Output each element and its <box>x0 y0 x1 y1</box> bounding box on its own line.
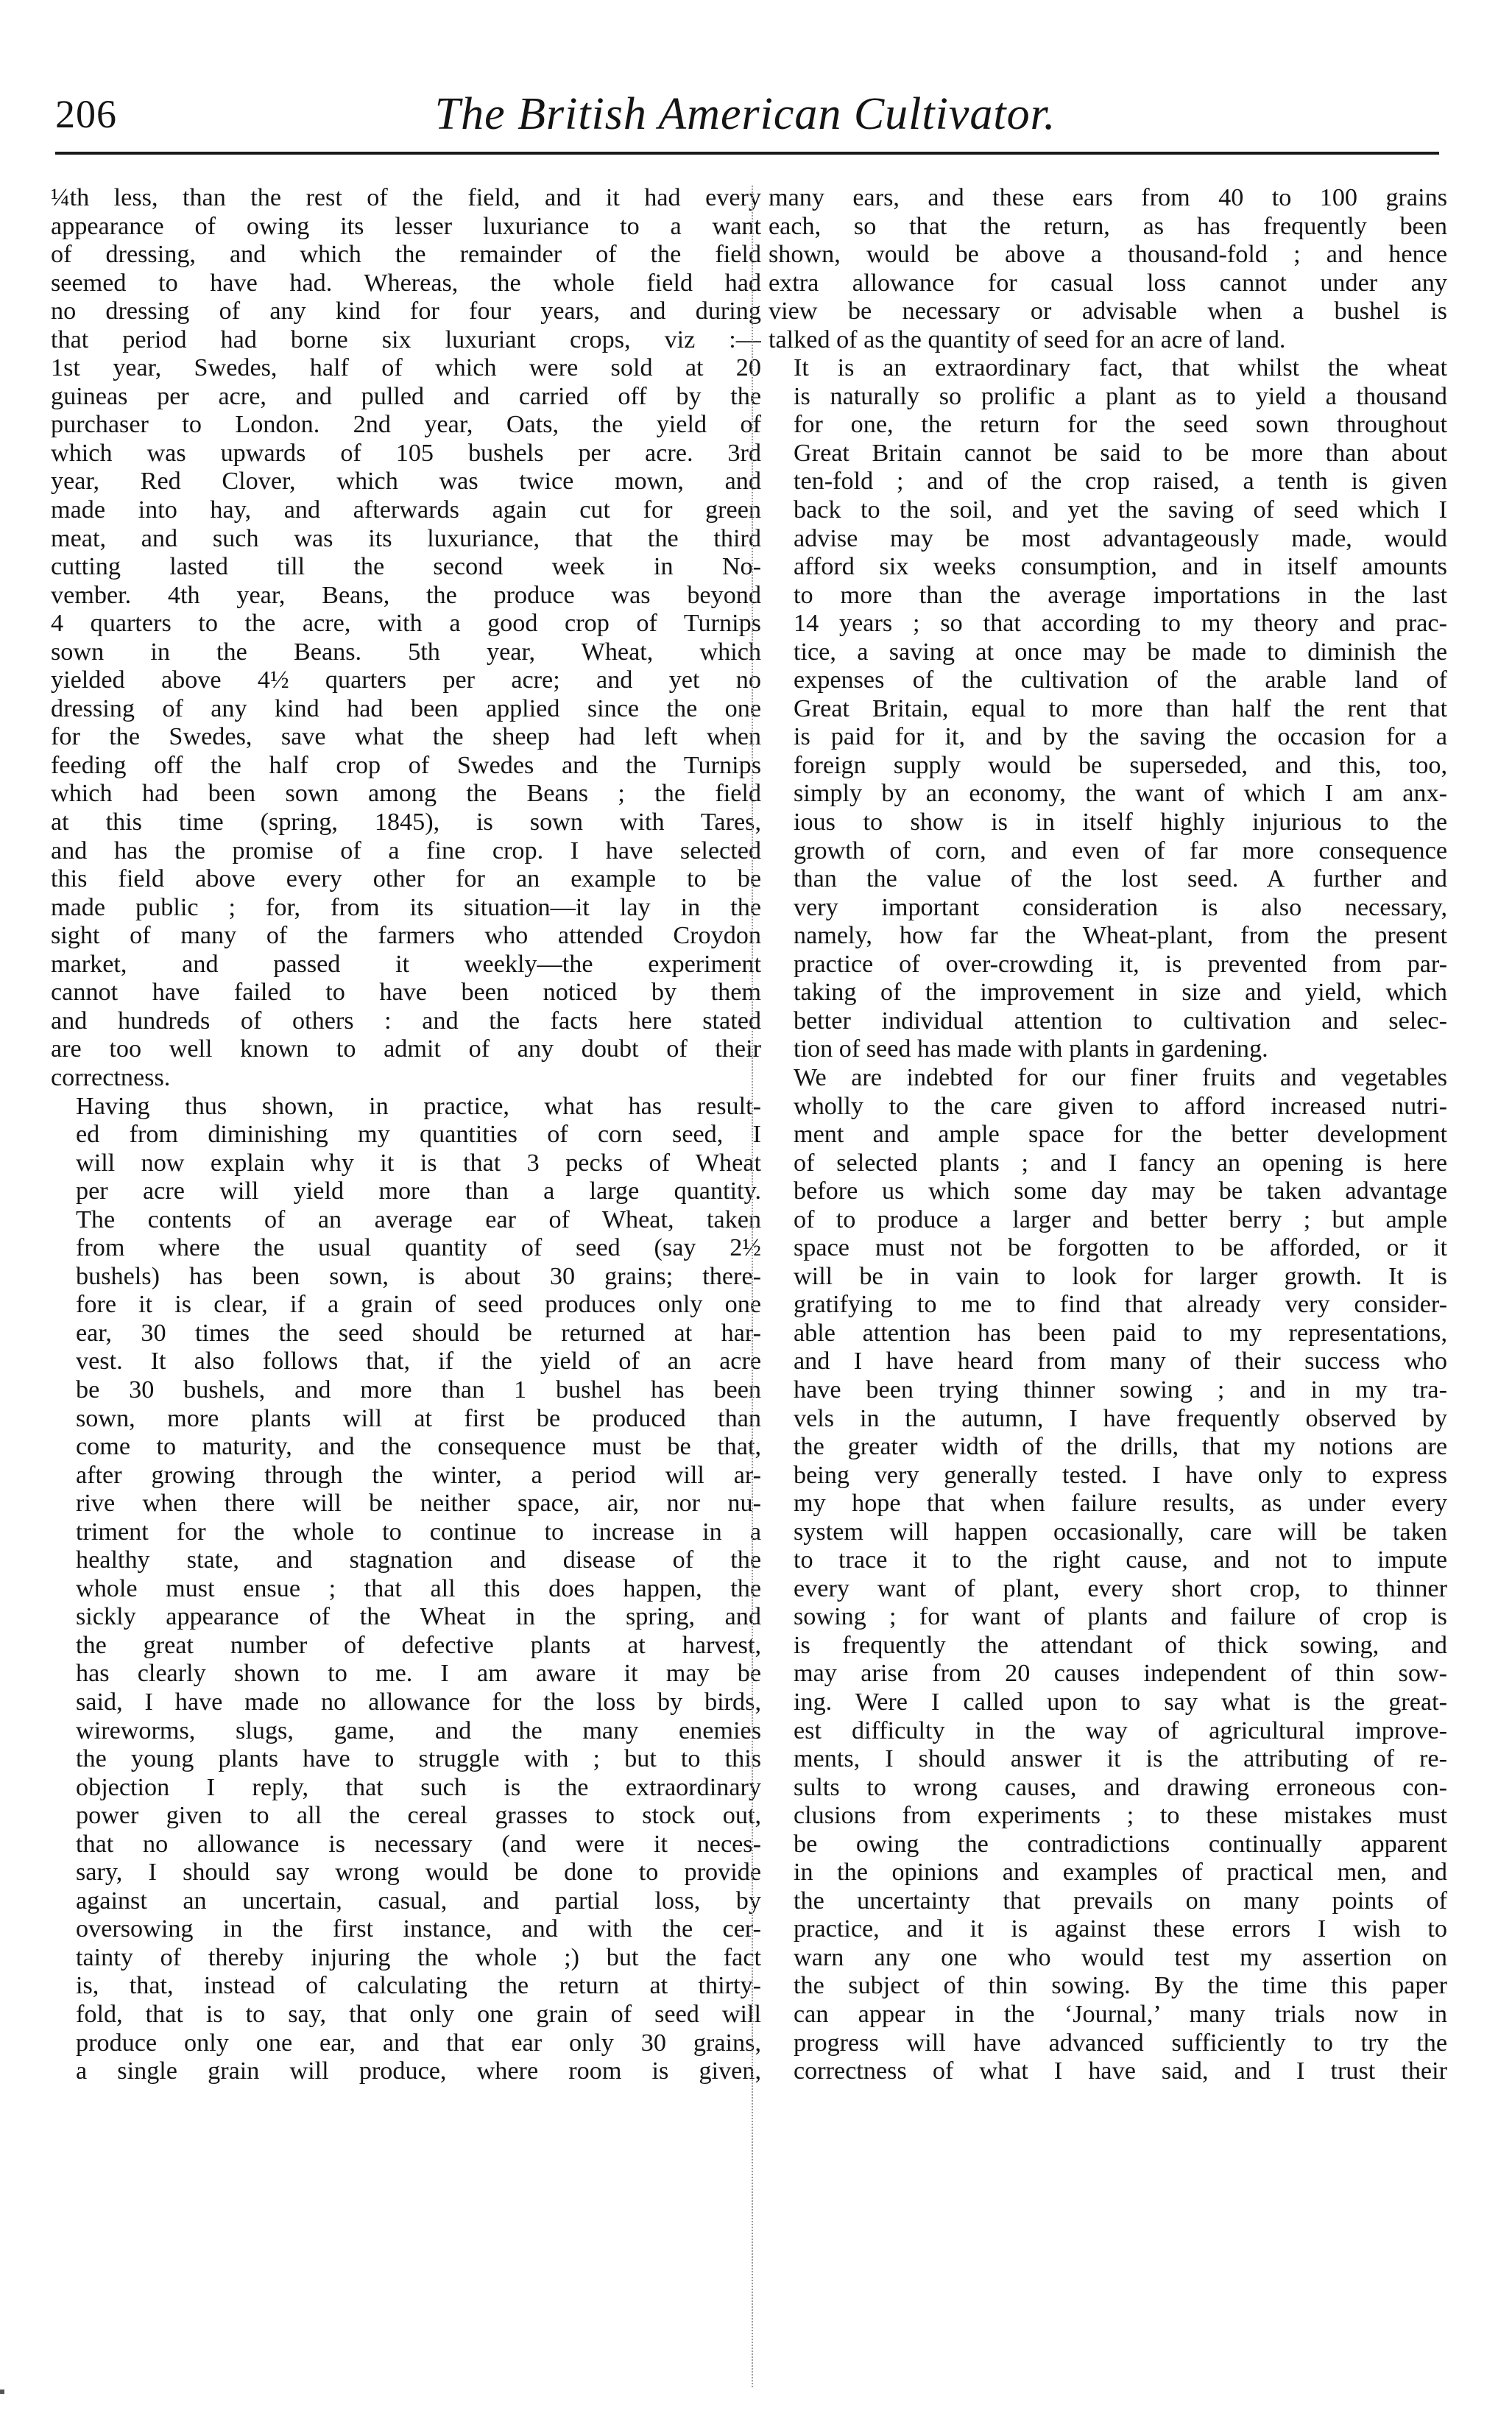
text-line: oversowing in the first instance, and with the cer- <box>76 1915 761 1943</box>
paragraph <box>769 354 1447 1064</box>
text-line: many ears, and these ears from 40 to 100 grains <box>769 184 1447 211</box>
text-line: wireworms, slugs, game, and the many enemies <box>76 1716 761 1744</box>
text-line: after growing through the winter, a period will ar- <box>76 1461 761 1489</box>
text-line: It is an extraordinary fact, that whilst the wheat <box>794 354 1447 382</box>
paragraph <box>769 1064 1447 2086</box>
text-line: ed from diminishing my quantities of corn seed, I <box>76 1121 761 1149</box>
text-line: at this time (spring, 1845), is sown with Tares, <box>51 809 761 837</box>
text-line: sults to wrong causes, and drawing erroneous con- <box>794 1773 1447 1801</box>
header-rule <box>55 152 1439 155</box>
text-line: feeding off the half crop of Swedes and the Turnips <box>51 751 761 779</box>
text-line: ments, I should answer it is the attributing of re- <box>794 1745 1447 1773</box>
text-line: cannot have failed to have been noticed by them <box>51 979 761 1007</box>
text-line: sight of many of the farmers who attended Croydon <box>51 922 761 950</box>
text-line: which had been sown among the Beans ; the field <box>51 780 761 808</box>
text-line: and has the promise of a fine crop. I have selected <box>51 837 761 864</box>
text-line: correctness of what I have said, and I trust their <box>794 2057 1447 2085</box>
text-line: practice, and it is against these errors I wish to <box>794 1915 1447 1943</box>
text-line: made into hay, and afterwards again cut for green <box>51 496 761 524</box>
text-line: seemed to have had. Whereas, the whole field had <box>51 269 761 297</box>
text-line: will be in vain to look for larger growth. It is <box>794 1262 1447 1290</box>
text-line: vember. 4th year, Beans, the produce was beyond <box>51 581 761 609</box>
text-line: guineas per acre, and pulled and carried off by the <box>51 382 761 410</box>
text-line: Great Britain, equal to more than half the rent that <box>794 694 1447 722</box>
text-line: 4 quarters to the acre, with a good crop of Turnips <box>51 610 761 638</box>
text-line: fold, that is to say, that only one grain of seed will <box>76 2001 761 2028</box>
paragraph <box>51 1093 761 2086</box>
text-line: space must not be forgotten to be afforded, or it <box>794 1234 1447 1262</box>
text-line: purchaser to London. 2nd year, Oats, the yield of <box>51 411 761 439</box>
text-line: cutting lasted till the second week in No- <box>51 553 761 581</box>
page-number: 206 <box>55 92 117 136</box>
text-line: tion of seed has made with plants in gardening. <box>794 1035 1268 1063</box>
text-line: gratifying to me to find that already very consider- <box>794 1291 1447 1319</box>
text-line: no dressing of any kind for four years, and during <box>51 297 761 325</box>
text-line: ear, 30 times the seed should be returned at har- <box>76 1319 761 1347</box>
text-line: triment for the whole to continue to increase in a <box>76 1518 761 1546</box>
text-line: the greater width of the drills, that my notions are <box>794 1433 1447 1461</box>
text-line: against an uncertain, casual, and partial loss, by <box>76 1887 761 1915</box>
text-line: ten-fold ; and of the crop raised, a tenth is given <box>794 468 1447 496</box>
text-line: can appear in the ‘Journal,’ many trials now in <box>794 2001 1447 2028</box>
text-line: afford six weeks consumption, and in itself amounts <box>794 553 1447 581</box>
text-line: warn any one who would test my assertion on <box>794 1943 1447 1971</box>
text-line: sown, more plants will at first be produced than <box>76 1404 761 1432</box>
text-line: every want of plant, every short crop, to thinner <box>794 1574 1447 1602</box>
text-line: will now explain why it is that 3 pecks of Wheat <box>76 1149 761 1177</box>
text-line: talked of as the quantity of seed for an acre of land. <box>769 325 1286 353</box>
text-line: being very generally tested. I have only to express <box>794 1461 1447 1489</box>
text-line: foreign supply would be superseded, and this, too, <box>794 751 1447 779</box>
text-line: vels in the autumn, I have frequently observed by <box>794 1404 1447 1432</box>
text-line: is naturally so prolific a plant as to yield a thousand <box>794 382 1447 410</box>
text-line: tainty of thereby injuring the whole ;) but the fact <box>76 1943 761 1971</box>
text-line: has clearly shown to me. I am aware it may be <box>76 1660 761 1688</box>
text-line: said, I have made no allowance for the loss by birds, <box>76 1688 761 1716</box>
text-line: to trace it to the right cause, and not to impute <box>794 1546 1447 1574</box>
text-line: for the Swedes, save what the sheep had left when <box>51 723 761 751</box>
text-line: the subject of thin sowing. By the time this paper <box>794 1972 1447 2000</box>
text-line: yielded above 4½ quarters per acre; and yet no <box>51 666 761 694</box>
column-divider <box>752 186 753 2387</box>
text-line: each, so that the return, as has frequently been <box>769 212 1447 240</box>
text-line: this field above every other for an example to be <box>51 865 761 893</box>
text-line: clusions from experiments ; to these mistakes must <box>794 1802 1447 1830</box>
text-line: market, and passed it weekly—the experiment <box>51 950 761 978</box>
page-header <box>55 91 1435 143</box>
text-line: sown in the Beans. 5th year, Wheat, which <box>51 638 761 666</box>
text-line: before us which some day may be taken advantage <box>794 1177 1447 1205</box>
right-column <box>769 184 1447 2086</box>
text-line: of selected plants ; and I fancy an opening is here <box>794 1149 1447 1177</box>
left-column <box>51 184 761 2086</box>
text-line: of to produce a larger and better berry ; but ample <box>794 1205 1447 1233</box>
text-line: be 30 bushels, and more than 1 bushel has been <box>76 1376 761 1404</box>
text-line: objection I reply, that such is the extraordinary <box>76 1773 761 1801</box>
text-line: be owing the contradictions continually apparent <box>794 1830 1447 1858</box>
text-line: able attention has been paid to my representations, <box>794 1319 1447 1347</box>
text-line: progress will have advanced sufficiently to try the <box>794 2029 1447 2057</box>
text-line: the young plants have to struggle with ; but to this <box>76 1745 761 1773</box>
text-line: in the opinions and examples of practical men, and <box>794 1859 1447 1887</box>
text-line: meat, and such was its luxuriance, that the third <box>51 524 761 552</box>
running-title: The British American Cultivator. <box>434 89 1056 139</box>
text-line: back to the soil, and yet the saving of seed which I <box>794 496 1447 524</box>
text-line: expenses of the cultivation of the arable land of <box>794 666 1447 694</box>
text-line: vest. It also follows that, if the yield of an acre <box>76 1348 761 1376</box>
text-line: that no allowance is necessary (and were it neces- <box>76 1830 761 1858</box>
text-line: practice of over-crowding it, is prevented from par- <box>794 950 1447 978</box>
text-line: come to maturity, and the consequence must be that, <box>76 1433 761 1461</box>
text-line: very important consideration is also necessary, <box>794 893 1447 921</box>
text-line: which was upwards of 105 bushels per acre. 3rd <box>51 439 761 467</box>
paragraph <box>51 184 761 1093</box>
text-line: shown, would be above a thousand-fold ; and hence <box>769 241 1447 269</box>
text-line: Having thus shown, in practice, what has result- <box>76 1092 761 1120</box>
text-line: is frequently the attendant of thick sowing, and <box>794 1631 1447 1659</box>
text-line: sary, I should say wrong would be done to provide <box>76 1859 761 1887</box>
text-line: and I have heard from many of their success who <box>794 1348 1447 1376</box>
text-line: ing. Were I called upon to say what is the great- <box>794 1688 1447 1716</box>
text-line: We are indebted for our finer fruits and vegetables <box>794 1063 1447 1091</box>
text-line: is paid for it, and by the saving the occasion for a <box>794 723 1447 751</box>
text-line: est difficulty in the way of agricultural improve- <box>794 1716 1447 1744</box>
text-line: advise may be most advantageously made, would <box>794 524 1447 552</box>
text-line: better individual attention to cultivation and selec- <box>794 1007 1447 1035</box>
text-line: to more than the average importations in the last <box>794 581 1447 609</box>
paragraph <box>769 184 1447 354</box>
text-line: Great Britain cannot be said to be more than about <box>794 439 1447 467</box>
text-line: than the value of the lost seed. A further and <box>794 865 1447 893</box>
text-line: fore it is clear, if a grain of seed produces only one <box>76 1291 761 1319</box>
text-line: whole must ensue ; that all this does happen, the <box>76 1574 761 1602</box>
text-line: wholly to the care given to afford increased nutri- <box>794 1092 1447 1120</box>
text-line: the great number of defective plants at harvest, <box>76 1631 761 1659</box>
text-line: a single grain will produce, where room is given, <box>76 2057 761 2085</box>
margin-speck <box>0 2390 4 2394</box>
text-line: dressing of any kind had been applied since the one <box>51 694 761 722</box>
text-line: have been trying thinner sowing ; and in my tra- <box>794 1376 1447 1404</box>
text-line: simply by an economy, the want of which I am anx- <box>794 780 1447 808</box>
text-line: that period had borne six luxuriant crops, viz :— <box>51 325 761 353</box>
text-line: produce only one ear, and that ear only 30 grains, <box>76 2029 761 2057</box>
text-line: year, Red Clover, which was twice mown, and <box>51 468 761 496</box>
text-line: The contents of an average ear of Wheat, taken <box>76 1205 761 1233</box>
text-line: sowing ; for want of plants and failure of crop is <box>794 1603 1447 1631</box>
text-line: is, that, instead of calculating the return at thirty- <box>76 1972 761 2000</box>
text-line: view be necessary or advisable when a bushel is <box>769 297 1447 325</box>
text-line: ¼th less, than the rest of the field, and it had every <box>51 184 761 211</box>
text-line: tice, a saving at once may be made to diminish the <box>794 638 1447 666</box>
text-line: 14 years ; so that according to my theory and prac- <box>794 610 1447 638</box>
text-line: are too well known to admit of any doubt of their <box>51 1035 761 1063</box>
text-line: correctness. <box>51 1063 171 1091</box>
text-line: made public ; for, from its situation—it lay in the <box>51 893 761 921</box>
text-line: system will happen occasionally, care will be taken <box>794 1518 1447 1546</box>
text-line: healthy state, and stagnation and disease of the <box>76 1546 761 1574</box>
text-line: extra allowance for casual loss cannot under any <box>769 269 1447 297</box>
text-line: may arise from 20 causes independent of thin sow- <box>794 1660 1447 1688</box>
text-line: sickly appearance of the Wheat in the spring, and <box>76 1603 761 1631</box>
text-line: for one, the return for the seed sown throughout <box>794 411 1447 439</box>
text-line: bushels) has been sown, is about 30 grains; there- <box>76 1262 761 1290</box>
text-line: the uncertainty that prevails on many points of <box>794 1887 1447 1915</box>
text-line: and hundreds of others : and the facts here stated <box>51 1007 761 1035</box>
text-line: of dressing, and which the remainder of the field <box>51 241 761 269</box>
text-line: growth of corn, and even of far more consequence <box>794 837 1447 864</box>
text-line: namely, how far the Wheat-plant, from the present <box>794 922 1447 950</box>
text-line: power given to all the cereal grasses to stock out, <box>76 1802 761 1830</box>
text-line: appearance of owing its lesser luxuriance to a want <box>51 212 761 240</box>
text-line: 1st year, Swedes, half of which were sold at 20 <box>51 354 761 382</box>
text-line: ious to show is in itself highly injurious to the <box>794 809 1447 837</box>
text-line: rive when there will be neither space, air, nor nu- <box>76 1490 761 1518</box>
text-line: my hope that when failure results, as under every <box>794 1490 1447 1518</box>
text-line: taking of the improvement in size and yield, which <box>794 979 1447 1007</box>
text-line: per acre will yield more than a large quantity. <box>76 1177 761 1205</box>
text-line: from where the usual quantity of seed (say 2½ <box>76 1234 761 1262</box>
text-line: ment and ample space for the better development <box>794 1121 1447 1149</box>
